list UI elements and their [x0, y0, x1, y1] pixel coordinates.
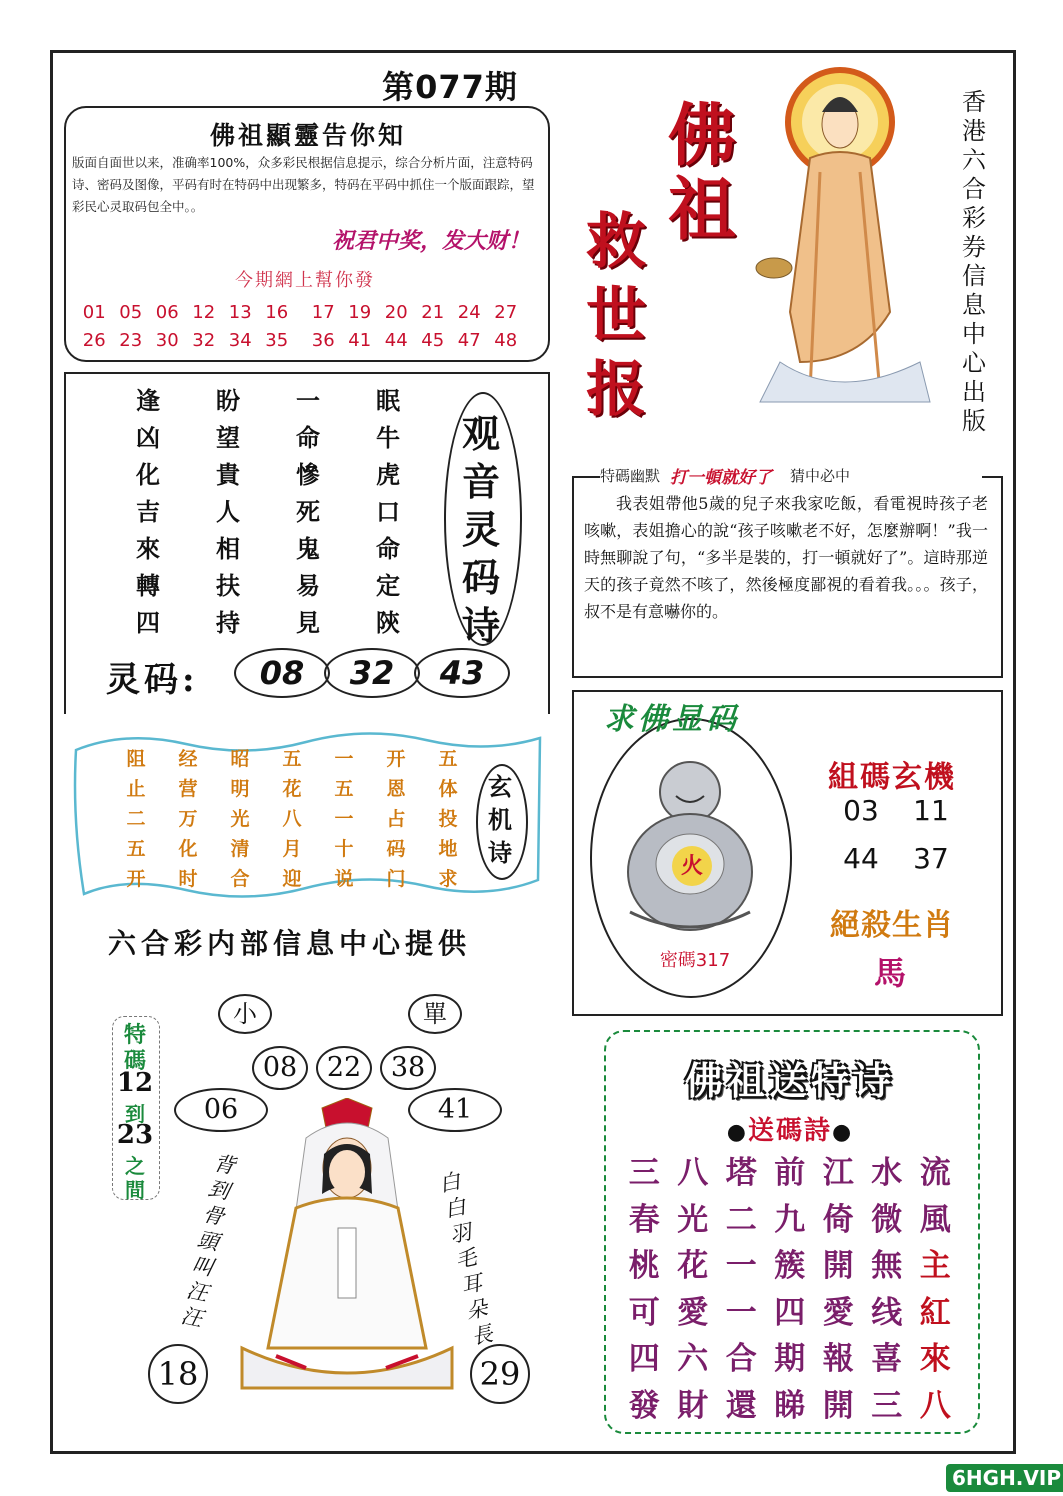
right-vertical-verse: 白白羽毛耳朵長: [437, 1168, 495, 1350]
song-char: 桃: [628, 1248, 660, 1284]
watermark: 6HGH.VIP: [946, 1464, 1063, 1492]
song-char: 八: [919, 1387, 951, 1424]
xuanji-char: 合: [230, 868, 250, 890]
bullet-icon: ●: [832, 1119, 854, 1145]
song-char: 塔: [725, 1155, 757, 1191]
number: 19: [348, 302, 372, 323]
bottom-left-number: 18: [148, 1344, 208, 1404]
number: 20: [384, 302, 408, 323]
number: 12: [192, 302, 216, 323]
poem-char: 相: [216, 534, 240, 563]
number-row-2: [76, 330, 536, 351]
song-char: 微: [871, 1201, 903, 1238]
xuanji-char: 明: [230, 778, 250, 800]
song-char: 還: [725, 1387, 757, 1424]
poem-char: 鬼: [296, 534, 320, 563]
poem-char: 盼: [216, 386, 240, 415]
song-char: 江: [822, 1155, 854, 1191]
poem-char: 轉: [136, 571, 160, 600]
poem-char: 四: [136, 608, 160, 637]
xuanji-char: 万: [178, 808, 198, 830]
poem-char: 命: [296, 423, 320, 452]
song-char: 風: [919, 1201, 951, 1238]
zuma-number: 37: [913, 842, 949, 875]
poem-title: [444, 410, 518, 650]
song-char: 九: [774, 1201, 806, 1238]
song-subtitle: [604, 1110, 976, 1147]
number: 27: [494, 302, 518, 323]
zodiac-value: 馬: [873, 954, 906, 992]
poem-title-char: 码: [461, 555, 500, 600]
song-char: 倚: [822, 1201, 854, 1238]
poem-title-char: 观: [461, 411, 500, 456]
tema-from: 12: [116, 1068, 154, 1098]
song-char: 喜: [871, 1341, 903, 1377]
song-char: 水: [871, 1155, 903, 1191]
number: 44: [384, 330, 408, 351]
joke-label: 特碼幽默: [600, 466, 661, 485]
poem-title-char: 音: [461, 459, 500, 504]
tema-label: 碼: [123, 1048, 146, 1074]
guanyin-standing-illustration: [740, 62, 950, 412]
song-char: 三: [871, 1387, 903, 1424]
xuanji-char: 营: [178, 778, 198, 800]
xuanji-char: 二: [126, 808, 146, 830]
xuanji-char: 体: [438, 778, 458, 800]
number: 36: [311, 330, 335, 351]
song-char: 主: [919, 1248, 951, 1284]
xuanji-char: 化: [178, 838, 198, 860]
song-char: 流: [919, 1155, 951, 1191]
xuanji-char: 花: [282, 778, 302, 800]
joke-header: [600, 462, 982, 488]
song-title: 佛祖送特诗: [684, 1058, 895, 1103]
song-char: 紅: [919, 1294, 951, 1331]
xuanji-char: 五: [334, 778, 354, 800]
number: 21: [421, 302, 445, 323]
song-char: 花: [677, 1248, 709, 1284]
tema-number: 08: [252, 1046, 308, 1090]
zuma-number: 44: [843, 842, 879, 875]
song-char: 春: [628, 1201, 660, 1238]
tema-end: 間: [125, 1178, 145, 1202]
number: 34: [228, 330, 252, 351]
joke-hint: 猜中必中: [790, 466, 851, 485]
song-char: 簇: [774, 1248, 806, 1284]
number: 23: [119, 330, 143, 351]
song-char: 一: [725, 1248, 757, 1284]
odd-tag: 單: [408, 994, 462, 1034]
song-char: 可: [628, 1294, 660, 1331]
poem-char: 眠: [376, 386, 400, 415]
song-char: 無: [871, 1248, 903, 1284]
element-fire-badge: 火: [672, 846, 712, 886]
masthead-char: 报: [586, 355, 646, 425]
xuanji-char: 码: [386, 838, 406, 860]
qiu-fo-title: 求佛显码: [604, 702, 740, 737]
number-row-1: [76, 302, 536, 323]
song-char: 開: [822, 1387, 854, 1424]
poem-char: 一: [296, 386, 320, 415]
tema-label: 特: [123, 1022, 146, 1048]
number: 41: [348, 330, 372, 351]
song-char: 愛: [822, 1294, 854, 1331]
xuanji-char: 五: [282, 748, 302, 770]
song-char: 线: [871, 1294, 903, 1331]
xuanji-title-char: 诗: [488, 838, 512, 867]
xuanji-char: 迎: [282, 868, 302, 890]
poem-char: 來: [136, 534, 160, 563]
tema-number: 22: [316, 1046, 372, 1090]
notice-description: 版面自面世以来，准确率100%，众多彩民根据信息提示，综合分析片面，注意特码诗、密码及图像，平码有时在特码中出现繁多，特码在平码中抓住一个版面跟踪，望彩民心灵取码包全中。。: [72, 155, 535, 214]
number: 32: [192, 330, 216, 351]
xuanji-char: 止: [126, 778, 146, 800]
juesha-title: 絕殺生肖: [830, 908, 954, 943]
xuanji-char: 门: [386, 868, 406, 890]
masthead-char: 世: [586, 281, 646, 351]
number: 45: [421, 330, 445, 351]
notice-title: 佛祖顯靈告你知: [209, 121, 406, 150]
xuanji-char: 五: [438, 748, 458, 770]
song-char: 愛: [677, 1294, 709, 1331]
ling-number: 43: [414, 648, 510, 698]
zuma-title: 組碼玄機: [828, 760, 956, 795]
number: 47: [457, 330, 481, 351]
song-char: 三: [628, 1155, 660, 1191]
number: 35: [265, 330, 289, 351]
xuanji-char: 开: [126, 868, 146, 890]
song-subtitle-text: 送碼詩: [747, 1116, 832, 1146]
number: 30: [155, 330, 179, 351]
poem-char: 人: [216, 497, 240, 526]
song-char: 合: [725, 1341, 757, 1377]
poem-char: 化: [136, 460, 160, 489]
xuanji-grid: [110, 744, 480, 894]
poem-title-char: 灵: [461, 507, 500, 552]
poem-char: 死: [296, 497, 320, 526]
issue-number: 第077期: [382, 68, 518, 106]
provider-line: 六合彩内部信息中心提供: [108, 927, 472, 960]
song-char: 財: [677, 1387, 709, 1424]
publisher-vertical: 香港六合彩券信息中心出版: [962, 88, 986, 435]
poem-char: 扶: [216, 571, 240, 600]
song-char: 光: [677, 1201, 709, 1238]
song-char: 報: [822, 1341, 854, 1377]
small-tag: 小: [218, 994, 272, 1034]
tema-left-number: 06: [174, 1088, 268, 1132]
xuanji-char: 恩: [386, 778, 406, 800]
xuanji-char: 一: [334, 808, 354, 830]
song-char: 八: [677, 1155, 709, 1191]
song-char: 睇: [774, 1387, 806, 1424]
tema-to: 23: [116, 1120, 154, 1150]
song-char: 六: [677, 1341, 709, 1377]
xuanji-title-char: 玄: [488, 772, 512, 801]
xuanji-char: 经: [178, 748, 198, 770]
xuanji-title-char: 机: [488, 805, 512, 834]
left-vertical-verse: 背到骨頭叫汪汪: [179, 1150, 237, 1332]
xuanji-char: 八: [282, 808, 302, 830]
bullet-icon: ●: [726, 1119, 748, 1145]
xuanji-char: 开: [386, 748, 406, 770]
poem-char: 易: [296, 571, 320, 600]
notice-subtitle: 今期網上幫你發: [235, 270, 375, 291]
song-grid: [620, 1150, 970, 1429]
number: 13: [228, 302, 252, 323]
song-char: 四: [628, 1341, 660, 1377]
joke-title: 打一頓就好了: [670, 467, 773, 488]
xuanji-char: 昭: [230, 748, 250, 770]
masthead-char: 祖: [668, 170, 737, 250]
number: 06: [155, 302, 179, 323]
xuanji-char: 投: [438, 808, 458, 830]
number: 48: [494, 330, 518, 351]
poem-char: 見: [296, 608, 320, 637]
zuma-number: 11: [913, 794, 949, 827]
xuanji-char: 求: [438, 868, 458, 890]
number: 05: [119, 302, 143, 323]
mima-label: 密碼317: [659, 950, 731, 971]
song-char: 前: [774, 1155, 806, 1191]
song-char: 期: [774, 1341, 806, 1377]
notice-wish: 祝君中奖，发大财！: [331, 228, 530, 254]
poem-char: 凶: [136, 423, 160, 452]
xuanji-char: 五: [126, 838, 146, 860]
xuanji-char: 十: [334, 838, 354, 860]
xuanji-title: [476, 770, 524, 869]
number: 26: [82, 330, 106, 351]
poem-char: 貴: [216, 460, 240, 489]
tema-end: 之: [125, 1154, 145, 1178]
xuanji-char: 地: [438, 838, 458, 860]
xuanji-char: 月: [282, 838, 302, 860]
poem-grid: [108, 382, 408, 641]
tema-to-char: 到: [125, 1102, 145, 1126]
song-char: 發: [628, 1387, 660, 1424]
song-char: 來: [919, 1341, 951, 1377]
number: 01: [82, 302, 106, 323]
song-char: 四: [774, 1294, 806, 1331]
bottom-right-number: 29: [470, 1344, 530, 1404]
tema-number: 38: [380, 1046, 436, 1090]
poem-title-char: 诗: [461, 603, 500, 648]
poem-char: 虎: [376, 460, 400, 489]
song-char: 一: [725, 1294, 757, 1331]
guanyin-seated-illustration: [236, 1098, 458, 1398]
poem-char: 口: [376, 497, 400, 526]
xuanji-char: 时: [178, 868, 198, 890]
xuanji-char: 清: [230, 838, 250, 860]
ling-label: 灵码:: [106, 660, 199, 700]
xuanji-char: 光: [230, 808, 250, 830]
poem-char: 逢: [136, 386, 160, 415]
number: 24: [457, 302, 481, 323]
tema-right-number: 41: [408, 1088, 502, 1132]
joke-text: 我表姐帶他5歲的兒子來我家吃飯，看電視時孩子老咳嗽，表姐擔心的說“孩子咳嗽老不好，怎麼辦啊！”我一時無聊說了句，“多半是裝的，打一頓就好了”。這時那逆天的孩子竟然不咳了，然後極度鄙視的看着我。。。孩子，叔不是有意嚇你的。: [584, 494, 988, 621]
masthead-char: 佛: [668, 96, 737, 176]
poem-char: 陝: [376, 608, 400, 637]
xuanji-char: 占: [386, 808, 406, 830]
zuma-number: 03: [843, 794, 879, 827]
poem-char: 持: [216, 608, 240, 637]
number: 17: [311, 302, 335, 323]
poem-char: 定: [376, 571, 400, 600]
masthead-char: 救: [586, 207, 646, 277]
poem-char: 吉: [136, 497, 160, 526]
ling-number: 08: [234, 648, 330, 698]
xuanji-char: 一: [334, 748, 354, 770]
poem-char: 望: [216, 423, 240, 452]
xuanji-char: 说: [334, 868, 354, 890]
number: 16: [265, 302, 289, 323]
poem-char: 慘: [296, 460, 320, 489]
xuanji-char: 阻: [126, 748, 146, 770]
poem-char: 命: [376, 534, 400, 563]
poem-char: 牛: [376, 423, 400, 452]
song-char: 開: [822, 1248, 854, 1284]
song-char: 二: [725, 1201, 757, 1238]
ling-number: 32: [324, 648, 420, 698]
